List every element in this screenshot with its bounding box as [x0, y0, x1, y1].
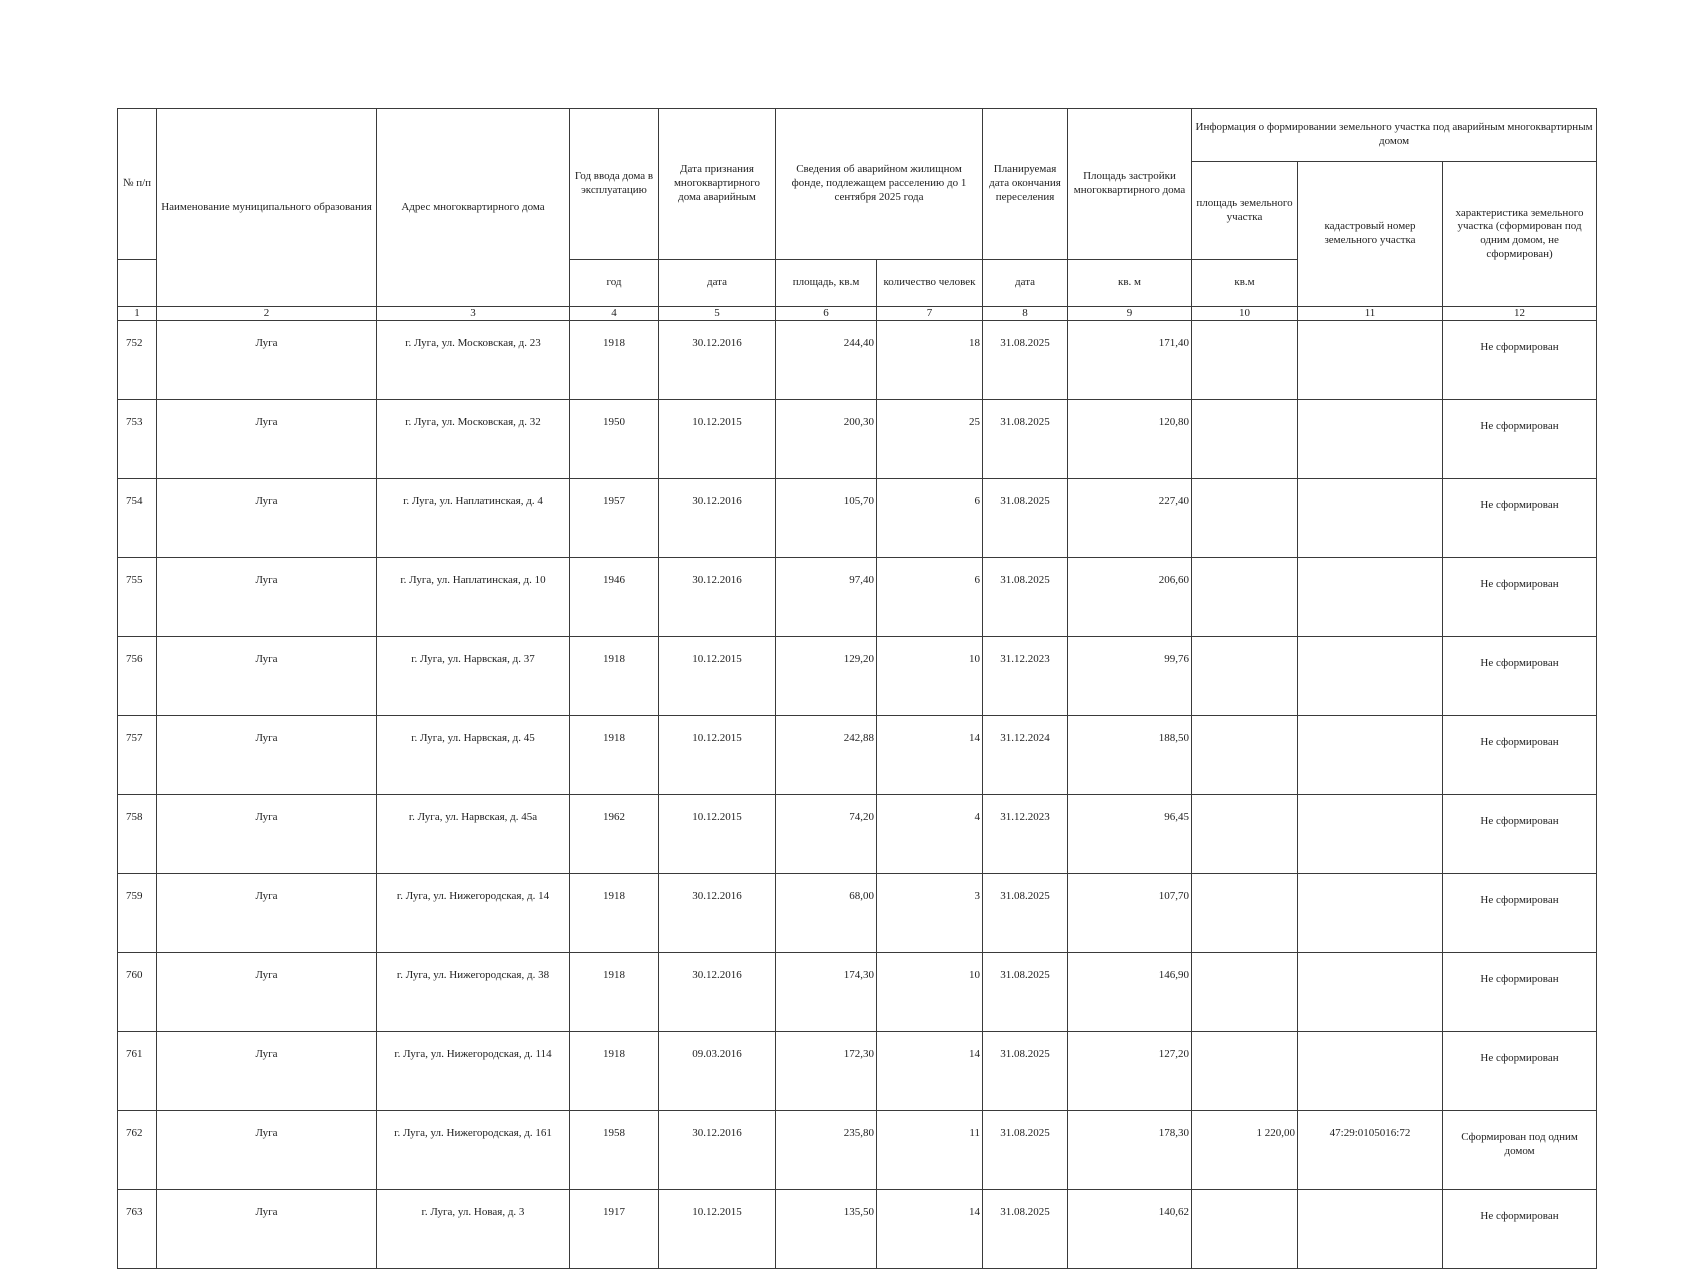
land-area: [1192, 1190, 1298, 1269]
emergency-area: 135,50: [776, 1190, 877, 1269]
column-number: 4: [570, 307, 659, 321]
land-area: [1192, 479, 1298, 558]
municipality: Луга: [157, 321, 377, 400]
land-characteristic: Не сформирован: [1443, 400, 1597, 479]
municipality: Луга: [157, 953, 377, 1032]
emergency-area: 200,30: [776, 400, 877, 479]
header-row-1: [118, 109, 1597, 162]
address: г. Луга, ул. Нарвская, д. 45а: [377, 795, 570, 874]
planned-date: 31.08.2025: [983, 1190, 1068, 1269]
land-characteristic: Не сформирован: [1443, 1190, 1597, 1269]
row-number: 758: [118, 795, 157, 874]
address: г. Луга, ул. Наплатинская, д. 10: [377, 558, 570, 637]
planned-date: 31.12.2023: [983, 637, 1068, 716]
building-area: 146,90: [1068, 953, 1192, 1032]
building-area: 140,62: [1068, 1190, 1192, 1269]
row-number: 756: [118, 637, 157, 716]
header-row-number: № п/п: [118, 109, 157, 260]
row-number: 752: [118, 321, 157, 400]
row-number: 762: [118, 1111, 157, 1190]
building-area: 120,80: [1068, 400, 1192, 479]
header-land-characteristic: характеристика земельного участка (сформирован под одним домом, не сформирован): [1443, 162, 1597, 307]
year-built: 1957: [570, 479, 659, 558]
header-recognition-date: Дата признания многоквартирного дома аварийным: [659, 109, 776, 260]
recognition-date: 10.12.2015: [659, 1190, 776, 1269]
land-area: [1192, 558, 1298, 637]
land-characteristic: Не сформирован: [1443, 637, 1597, 716]
emergency-area: 244,40: [776, 321, 877, 400]
land-characteristic: Не сформирован: [1443, 558, 1597, 637]
column-number: 8: [983, 307, 1068, 321]
row-number: 755: [118, 558, 157, 637]
people-count: 10: [877, 953, 983, 1032]
year-built: 1918: [570, 637, 659, 716]
table-row: [118, 716, 1597, 795]
header-land-area: площадь земельного участка: [1192, 162, 1298, 260]
building-area: 206,60: [1068, 558, 1192, 637]
header-emergency-fund: Сведения об аварийном жилищном фонде, подлежащем расселению до 1 сентября 2025 года: [776, 109, 983, 260]
planned-date: 31.12.2023: [983, 795, 1068, 874]
row-number: 760: [118, 953, 157, 1032]
header-unit-blank: [118, 260, 157, 307]
planned-date: 31.12.2024: [983, 716, 1068, 795]
land-area: [1192, 716, 1298, 795]
cadastral-number: [1298, 795, 1443, 874]
municipality: Луга: [157, 795, 377, 874]
unit-area: площадь, кв.м: [776, 260, 877, 307]
recognition-date: 09.03.2016: [659, 1032, 776, 1111]
municipality: Луга: [157, 874, 377, 953]
municipality: Луга: [157, 400, 377, 479]
building-area: 99,76: [1068, 637, 1192, 716]
header-building-area: Площадь застройки многоквартирного дома: [1068, 109, 1192, 260]
table-row: [118, 321, 1597, 400]
table-row: [118, 479, 1597, 558]
year-built: 1918: [570, 953, 659, 1032]
address: г. Луга, ул. Московская, д. 32: [377, 400, 570, 479]
cadastral-number: [1298, 1032, 1443, 1111]
land-area: [1192, 795, 1298, 874]
land-characteristic: Сформирован под одним домом: [1443, 1111, 1597, 1190]
column-number: 5: [659, 307, 776, 321]
people-count: 14: [877, 1032, 983, 1111]
building-area: 107,70: [1068, 874, 1192, 953]
people-count: 4: [877, 795, 983, 874]
cadastral-number: [1298, 1190, 1443, 1269]
planned-date: 31.08.2025: [983, 479, 1068, 558]
table-row: [118, 795, 1597, 874]
planned-date: 31.08.2025: [983, 874, 1068, 953]
planned-date: 31.08.2025: [983, 321, 1068, 400]
recognition-date: 30.12.2016: [659, 321, 776, 400]
emergency-area: 129,20: [776, 637, 877, 716]
column-number: 3: [377, 307, 570, 321]
planned-date: 31.08.2025: [983, 953, 1068, 1032]
address: г. Луга, ул. Наплатинская, д. 4: [377, 479, 570, 558]
unit-date: дата: [659, 260, 776, 307]
cadastral-number: [1298, 953, 1443, 1032]
column-number: 11: [1298, 307, 1443, 321]
column-number: 7: [877, 307, 983, 321]
land-area: [1192, 1032, 1298, 1111]
cadastral-number: 47:29:0105016:72: [1298, 1111, 1443, 1190]
row-number: 757: [118, 716, 157, 795]
header-year-built: Год ввода дома в эксплуатацию: [570, 109, 659, 260]
year-built: 1958: [570, 1111, 659, 1190]
year-built: 1950: [570, 400, 659, 479]
row-number: 754: [118, 479, 157, 558]
building-area: 127,20: [1068, 1032, 1192, 1111]
unit-plan-date: дата: [983, 260, 1068, 307]
column-numbers-row: [118, 307, 1597, 321]
building-area: 178,30: [1068, 1111, 1192, 1190]
header-cadastral-number: кадастровый номер земельного участка: [1298, 162, 1443, 307]
land-area: [1192, 321, 1298, 400]
column-number: 9: [1068, 307, 1192, 321]
recognition-date: 10.12.2015: [659, 637, 776, 716]
unit-sqm: кв. м: [1068, 260, 1192, 307]
municipality: Луга: [157, 1190, 377, 1269]
recognition-date: 30.12.2016: [659, 874, 776, 953]
table-row: [118, 400, 1597, 479]
recognition-date: 10.12.2015: [659, 716, 776, 795]
header-municipality: Наименование муниципального образования: [157, 109, 377, 307]
table-row: [118, 874, 1597, 953]
people-count: 6: [877, 558, 983, 637]
cadastral-number: [1298, 321, 1443, 400]
year-built: 1917: [570, 1190, 659, 1269]
emergency-area: 97,40: [776, 558, 877, 637]
emergency-area: 242,88: [776, 716, 877, 795]
land-characteristic: Не сформирован: [1443, 953, 1597, 1032]
cadastral-number: [1298, 400, 1443, 479]
resettlement-table: [117, 108, 1597, 1269]
land-area: [1192, 953, 1298, 1032]
people-count: 25: [877, 400, 983, 479]
row-number: 753: [118, 400, 157, 479]
recognition-date: 30.12.2016: [659, 953, 776, 1032]
address: г. Луга, ул. Нижегородская, д. 114: [377, 1032, 570, 1111]
municipality: Луга: [157, 716, 377, 795]
emergency-area: 235,80: [776, 1111, 877, 1190]
municipality: Луга: [157, 558, 377, 637]
recognition-date: 10.12.2015: [659, 400, 776, 479]
emergency-area: 68,00: [776, 874, 877, 953]
recognition-date: 30.12.2016: [659, 558, 776, 637]
cadastral-number: [1298, 479, 1443, 558]
unit-land-sqm: кв.м: [1192, 260, 1298, 307]
address: г. Луга, ул. Нарвская, д. 45: [377, 716, 570, 795]
land-area: [1192, 400, 1298, 479]
municipality: Луга: [157, 637, 377, 716]
address: г. Луга, ул. Московская, д. 23: [377, 321, 570, 400]
people-count: 14: [877, 1190, 983, 1269]
cadastral-number: [1298, 637, 1443, 716]
building-area: 96,45: [1068, 795, 1192, 874]
year-built: 1918: [570, 321, 659, 400]
people-count: 6: [877, 479, 983, 558]
municipality: Луга: [157, 1032, 377, 1111]
land-characteristic: Не сформирован: [1443, 874, 1597, 953]
building-area: 227,40: [1068, 479, 1192, 558]
year-built: 1918: [570, 716, 659, 795]
year-built: 1918: [570, 874, 659, 953]
people-count: 10: [877, 637, 983, 716]
cadastral-number: [1298, 558, 1443, 637]
people-count: 14: [877, 716, 983, 795]
year-built: 1946: [570, 558, 659, 637]
header-address: Адрес многоквартирного дома: [377, 109, 570, 307]
recognition-date: 10.12.2015: [659, 795, 776, 874]
table-row: [118, 558, 1597, 637]
land-characteristic: Не сформирован: [1443, 321, 1597, 400]
recognition-date: 30.12.2016: [659, 479, 776, 558]
emergency-area: 105,70: [776, 479, 877, 558]
cadastral-number: [1298, 716, 1443, 795]
planned-date: 31.08.2025: [983, 1032, 1068, 1111]
emergency-area: 174,30: [776, 953, 877, 1032]
people-count: 18: [877, 321, 983, 400]
header-planned-date: Планируемая дата окончания переселения: [983, 109, 1068, 260]
building-area: 188,50: [1068, 716, 1192, 795]
recognition-date: 30.12.2016: [659, 1111, 776, 1190]
people-count: 11: [877, 1111, 983, 1190]
header-land-info: Информация о формировании земельного участка под аварийным многоквартирным домом: [1192, 109, 1597, 162]
column-number: 6: [776, 307, 877, 321]
planned-date: 31.08.2025: [983, 1111, 1068, 1190]
people-count: 3: [877, 874, 983, 953]
table-row: [118, 1032, 1597, 1111]
land-area: 1 220,00: [1192, 1111, 1298, 1190]
column-number: 2: [157, 307, 377, 321]
municipality: Луга: [157, 479, 377, 558]
land-area: [1192, 874, 1298, 953]
table-row: [118, 1190, 1597, 1269]
municipality: Луга: [157, 1111, 377, 1190]
column-number: 1: [118, 307, 157, 321]
row-number: 763: [118, 1190, 157, 1269]
table-row: [118, 953, 1597, 1032]
unit-year: год: [570, 260, 659, 307]
address: г. Луга, ул. Нарвская, д. 37: [377, 637, 570, 716]
land-characteristic: Не сформирован: [1443, 1032, 1597, 1111]
address: г. Луга, ул. Новая, д. 3: [377, 1190, 570, 1269]
land-area: [1192, 637, 1298, 716]
column-number: 10: [1192, 307, 1298, 321]
row-number: 759: [118, 874, 157, 953]
cadastral-number: [1298, 874, 1443, 953]
column-number: 12: [1443, 307, 1597, 321]
year-built: 1962: [570, 795, 659, 874]
land-characteristic: Не сформирован: [1443, 479, 1597, 558]
emergency-area: 172,30: [776, 1032, 877, 1111]
land-characteristic: Не сформирован: [1443, 795, 1597, 874]
address: г. Луга, ул. Нижегородская, д. 161: [377, 1111, 570, 1190]
table-row: [118, 637, 1597, 716]
address: г. Луга, ул. Нижегородская, д. 14: [377, 874, 570, 953]
planned-date: 31.08.2025: [983, 558, 1068, 637]
unit-people: количество человек: [877, 260, 983, 307]
table-row: [118, 1111, 1597, 1190]
address: г. Луга, ул. Нижегородская, д. 38: [377, 953, 570, 1032]
year-built: 1918: [570, 1032, 659, 1111]
land-characteristic: Не сформирован: [1443, 716, 1597, 795]
planned-date: 31.08.2025: [983, 400, 1068, 479]
emergency-area: 74,20: [776, 795, 877, 874]
building-area: 171,40: [1068, 321, 1192, 400]
row-number: 761: [118, 1032, 157, 1111]
